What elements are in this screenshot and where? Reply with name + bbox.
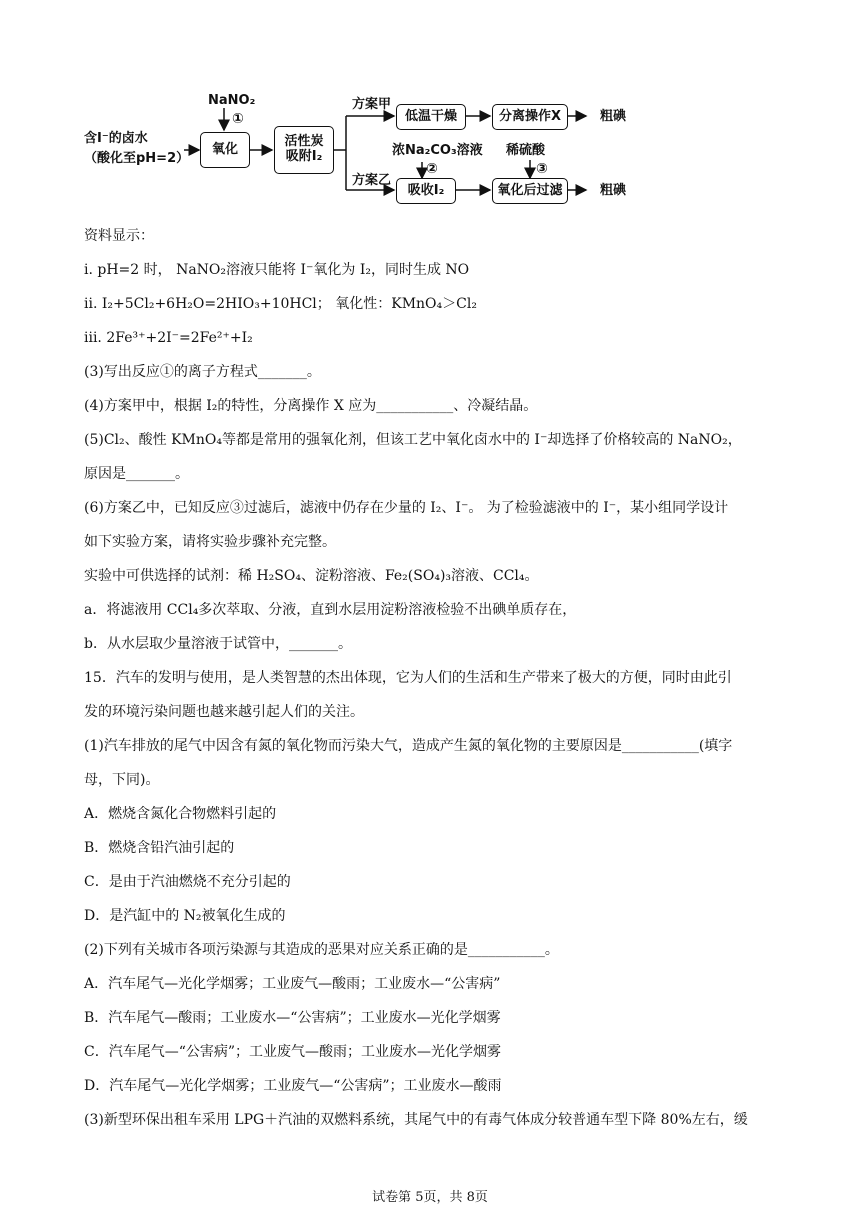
text-line-17: 母，下同)。 <box>84 772 160 788</box>
text-line-4: iii. 2Fe³⁺+2I⁻=2Fe²⁺+I₂ <box>84 330 253 346</box>
feed-label-line2: （酸化至pH=2） <box>84 151 190 166</box>
nano2-label: NaNO₂ <box>208 93 256 108</box>
text-line-16: (1)汽车排放的尾气中因含有氮的氧化物而污染大气，造成产生氮的氧化物的主要原因是___________(填字 <box>84 738 733 754</box>
text-line-12: a．将滤液用 CCl₄多次萃取、分液，直到水层用淀粉溶液检验不出碘单质存在， <box>84 602 577 618</box>
crude-iodine-label-1: 粗碘 <box>600 109 627 124</box>
text-line-1: 资料显示： <box>84 228 154 244</box>
feed-label-line1: 含I⁻的卤水 <box>84 131 148 146</box>
step3-marker: ③ <box>536 161 548 177</box>
text-line-15: 发的环境污染问题也越来越引起人们的关注。 <box>84 704 364 720</box>
step2-marker: ② <box>426 161 438 177</box>
text-line-24: B．汽车尾气—酸雨；工业废水—“公害病”；工业废水—光化学烟雾 <box>84 1010 501 1026</box>
text-line-10: 如下实验方案，请将实验步骤补充完整。 <box>84 534 336 550</box>
separation-x-box: 分离操作X <box>492 104 568 130</box>
text-line-25: C．汽车尾气—“公害病”；工业废气—酸雨；工业废水—光化学烟雾 <box>84 1044 502 1060</box>
carbon-line2: 吸附I₂ <box>285 149 323 164</box>
text-line-21: D．是汽缸中的 N₂被氧化生成的 <box>84 908 286 924</box>
text-line-2: i. pH=2 时， NaNO₂溶液只能将 I⁻氧化为 I₂，同时生成 NO <box>84 262 470 278</box>
text-line-26: D．汽车尾气—光化学烟雾；工业废气—“公害病”；工业废水—酸雨 <box>84 1078 502 1094</box>
crude-iodine-label-2: 粗碘 <box>600 183 627 198</box>
plan-a-label: 方案甲 <box>352 97 392 112</box>
low-temp-dry-box: 低温干燥 <box>396 104 466 130</box>
text-line-18: A．燃烧含氮化合物燃料引起的 <box>84 806 277 822</box>
text-line-27: (3)新型环保出租车采用 LPG＋汽油的双燃料系统，其尾气中的有毒气体成分较普通车型下降 80%左右，缓 <box>84 1112 748 1128</box>
text-line-7: (5)Cl₂、酸性 KMnO₄等都是常用的强氧化剂，但该工艺中氧化卤水中的 I⁻却选择了价格较高的 NaNO₂， <box>84 432 742 448</box>
text-line-8: 原因是_______。 <box>84 466 189 482</box>
carbon-adsorb-box <box>274 126 334 174</box>
absorb-i2-box: 吸收I₂ <box>396 178 456 204</box>
text-line-23: A．汽车尾气—光化学烟雾；工业废气—酸雨；工业废水—“公害病” <box>84 976 501 992</box>
text-line-14: 15．汽车的发明与使用，是人类智慧的杰出体现，它为人们的生活和生产带来了极大的方便，同时由此引 <box>84 670 732 686</box>
carbon-line1: 活性炭 <box>284 134 324 150</box>
text-line-22: (2)下列有关城市各项污染源与其造成的恶果对应关系正确的是___________。 <box>84 942 559 958</box>
text-line-5: (3)写出反应①的离子方程式_______。 <box>84 364 321 380</box>
plan-b-label: 方案乙 <box>352 173 392 188</box>
text-line-11: 实验中可供选择的试剂：稀 H₂SO₄、淀粉溶液、Fe₂(SO₄)₃溶液、CCl₄。 <box>84 568 539 584</box>
text-line-6: (4)方案甲中，根据 I₂的特性，分离操作 X 应为___________、冷凝结晶。 <box>84 398 538 414</box>
na2co3-label: 浓Na₂CO₃溶液 <box>392 143 483 158</box>
oxidize-box: 氧化 <box>200 132 250 168</box>
page-footer: 试卷第 5页，共 8页 <box>372 1190 488 1205</box>
oxidize-filter-box: 氧化后过滤 <box>492 178 568 204</box>
text-line-3: ii. I₂+5Cl₂+6H₂O=2HIO₃+10HCl； 氧化性：KMnO₄＞Cl₂ <box>84 296 477 312</box>
text-line-9: (6)方案乙中，已知反应③过滤后，滤液中仍存在少量的 I₂、I⁻。 为了检验滤液中的 I⁻，某小组同学设计 <box>84 500 729 516</box>
text-line-19: B．燃烧含铅汽油引起的 <box>84 840 235 856</box>
text-line-13: b．从水层取少量溶液于试管中，_______。 <box>84 636 352 652</box>
text-line-20: C．是由于汽油燃烧不充分引起的 <box>84 874 291 890</box>
step1-marker: ① <box>232 111 244 127</box>
h2so4-label: 稀硫酸 <box>506 143 546 158</box>
iodine-process-flow-diagram <box>84 86 644 208</box>
